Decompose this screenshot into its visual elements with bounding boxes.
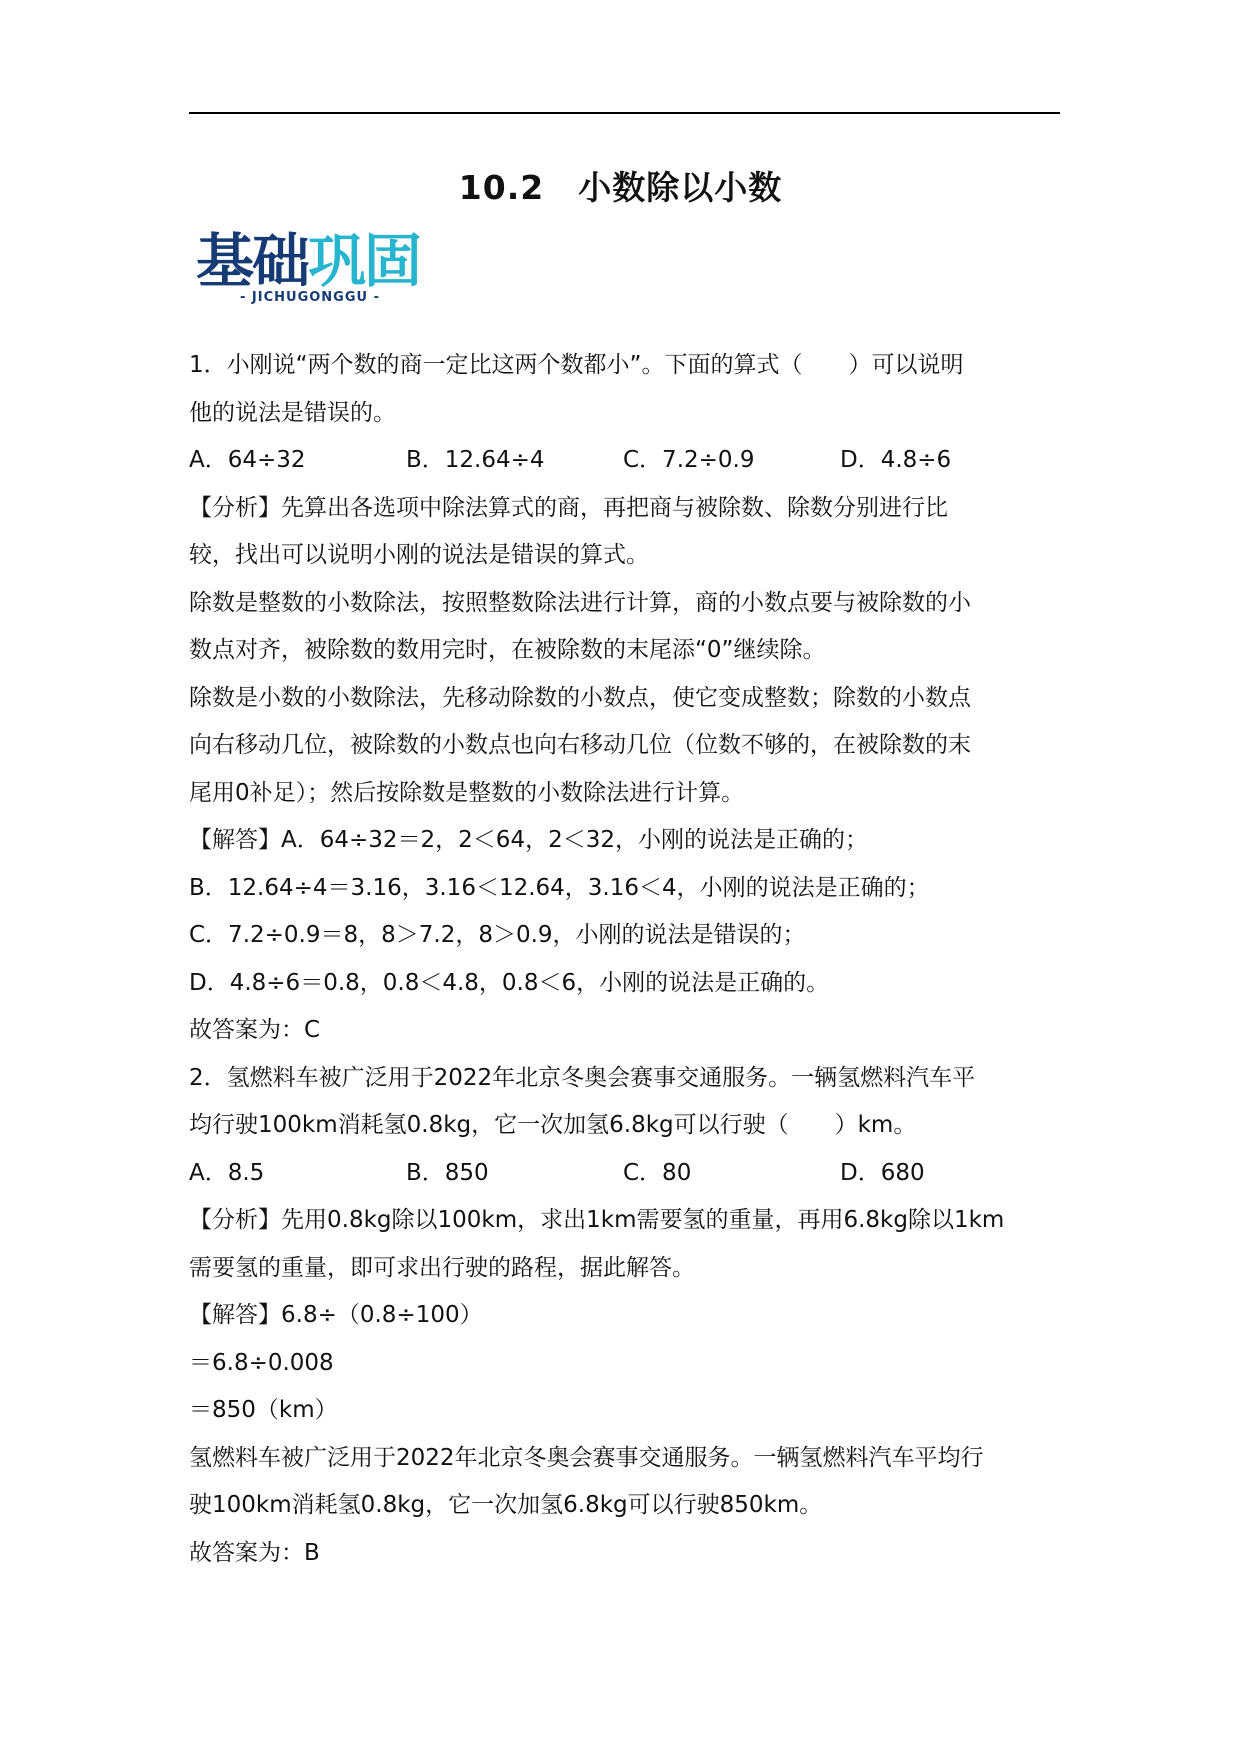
q1-option-d: D．4.8÷6 [840, 447, 952, 473]
badge-title-part-b: 巩固 [308, 227, 421, 295]
q1-analysis-line: 向右移动几位，被除数的小数点也向右移动几位（位数不够的，在被除数的末 [189, 732, 971, 758]
q2-option-d: D．680 [840, 1159, 925, 1186]
question-1 [189, 342, 1069, 1055]
q1-option-c: C．7.2÷0.9 [623, 447, 755, 473]
q1-solution-line: 【解答】A．64÷32＝2，2＜64，2＜32，小刚的说法是正确的； [189, 827, 868, 853]
q2-stem-line: 2．氢燃料车被广泛用于2022年北京冬奥会赛事交通服务。一辆氢燃料汽车平 [189, 1064, 976, 1091]
q2-solution-line: ＝6.8÷0.008 [189, 1349, 334, 1376]
badge-title [196, 227, 421, 295]
q2-solution-line: 【解答】6.8÷（0.8÷100） [189, 1302, 483, 1328]
q2-options [189, 1150, 1069, 1198]
q1-solution-line: C．7.2÷0.9＝8，8＞7.2，8＞0.9，小刚的说法是错误的； [189, 922, 806, 948]
q2-answer: 故答案为：B [189, 1539, 320, 1566]
badge-title-part-a: 基础 [196, 227, 309, 295]
q1-analysis-line: 【分析】先算出各选项中除法算式的商，再把商与被除数、除数分别进行比 [189, 494, 948, 521]
q2-option-b: B．850 [406, 1159, 489, 1186]
header-rule [189, 112, 1060, 114]
q2-solution-line: 驶100km消耗氢0.8kg，它一次加氢6.8kg可以行驶850km。 [189, 1492, 823, 1518]
q2-stem-line: 均行驶100km消耗氢0.8kg，它一次加氢6.8kg可以行驶（ ）km。 [189, 1112, 917, 1138]
q2-option-c: C．80 [623, 1159, 692, 1186]
q1-analysis-line: 除数是整数的小数除法，按照整数除法进行计算，商的小数点要与被除数的小 [189, 589, 971, 616]
q1-options [189, 437, 1069, 485]
q1-option-a: A．64÷32 [189, 447, 306, 473]
q1-option-b: B．12.64÷4 [406, 447, 545, 473]
document-body [189, 342, 1069, 1577]
q2-analysis-line: 需要氢的重量，即可求出行驶的路程，据此解答。 [189, 1254, 695, 1281]
q1-analysis-line: 数点对齐，被除数的数用完时，在被除数的末尾添“0”继续除。 [189, 637, 826, 663]
q1-solution-line: B．12.64÷4＝3.16，3.16＜12.64，3.16＜4，小刚的说法是正确的； [189, 874, 930, 901]
q1-solution-line: D．4.8÷6＝0.8，0.8＜4.8，0.8＜6，小刚的说法是正确的。 [189, 969, 830, 996]
q1-analysis-line: 较，找出可以说明小刚的说法是错误的算式。 [189, 542, 649, 568]
question-2 [189, 1055, 1069, 1578]
q2-option-a: A．8.5 [189, 1159, 265, 1186]
page-title: 10.2 小数除以小数 [458, 168, 783, 207]
q2-solution-line: 氢燃料车被广泛用于2022年北京冬奥会赛事交通服务。一辆氢燃料汽车平均行 [189, 1444, 984, 1471]
q1-stem-line: 他的说法是错误的。 [189, 399, 396, 426]
q1-stem-line: 1．小刚说“两个数的商一定比这两个数都小”。下面的算式（ ）可以说明 [189, 352, 964, 378]
q1-analysis-line: 尾用0补足）；然后按除数是整数的小数除法进行计算。 [189, 779, 745, 806]
section-badge [196, 227, 421, 310]
badge-subtitle: - JICHUGONGGU - [240, 290, 380, 305]
q2-solution-line: ＝850（km） [189, 1397, 338, 1423]
q2-analysis-line: 【分析】先用0.8kg除以100km，求出1km需要氢的重量，再用6.8kg除以1km [189, 1207, 1005, 1233]
q1-analysis-line: 除数是小数的小数除法，先移动除数的小数点，使它变成整数；除数的小数点 [189, 684, 971, 711]
q1-answer: 故答案为：C [189, 1017, 321, 1043]
